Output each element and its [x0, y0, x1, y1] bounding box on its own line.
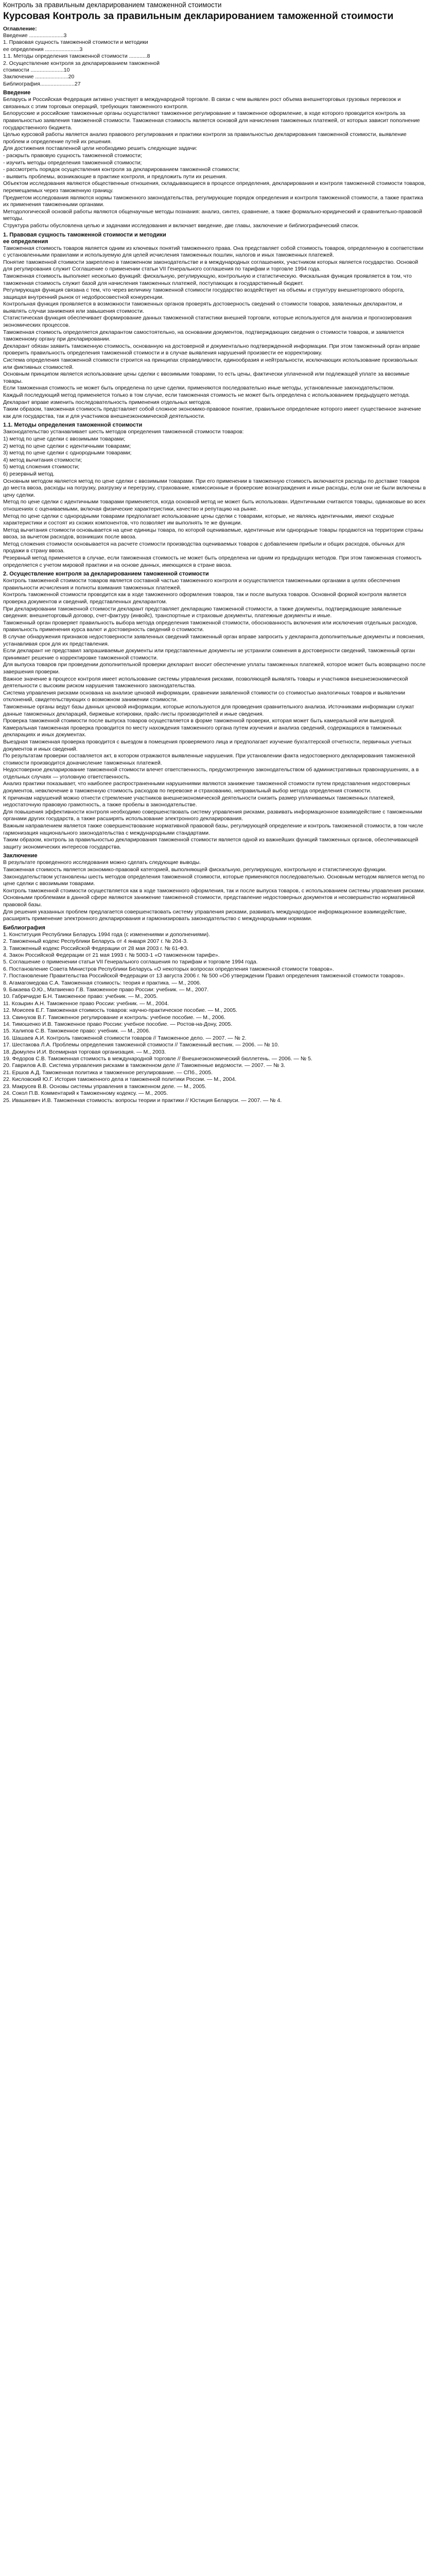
document-page [0, 0, 430, 1104]
intro-paragraph: Белорусские и российские таможенные органы осуществляют таможенное регулирование и таможенное оформление, в ходе которого проводится контроль за правильностью заявления таможенной стоимости. Таможенная стоимость является основой для начисления таможенных платежей, от которых зависит пополнение государственного бюджета. [3, 110, 420, 131]
biblio-paragraph: 7. Постановление Правительства Российской Федерации от 13 августа 2006 г. № 500 «Об утверждении Правил определения таможенной стоимости товаров». [3, 973, 405, 979]
section11-paragraph: 5) метод сложения стоимости; [3, 464, 80, 470]
biblio-paragraph: 22. Кисловский Ю.Г. История таможенного дела и таможенной политики России. — М., 2004. [3, 1076, 237, 1083]
section11-paragraph: 1) метод по цене сделки с ввозимыми товарами; [3, 435, 126, 442]
biblio-paragraph: 25. Ивашкевич И.В. Таможенная стоимость: вопросы теории и практики // Юстиция Беларуси. — 2007. — № 4. [3, 1097, 282, 1104]
chapter1-paragraph: Регулирующая функция связана с тем, что через величину таможенной стоимости государство воздействует на объемы и структуру внешнеторгового оборота, защищая внутренний рынок от недобросовестной конкуренции. [3, 287, 405, 300]
chapter1-paragraph: Каждый последующий метод применяется только в том случае, если таможенная стоимость не может быть определена с использованием предыдущего метода. Декларант вправе изменить последовательность применения отдельных методов. [3, 392, 410, 405]
biblio-paragraph: 14. Тимошенко И.В. Таможенное право России: учебное пособие. — Ростов-на-Дону, 2005. [3, 1021, 233, 1028]
chapter1-paragraph: Понятие таможенной стоимости закреплено в таможенном законодательстве и в международных соглашениях, участником которых является государство. Основой для регулирования служит Соглашение о применении статьи VII Генерального соглашения по тарифам и торговле 1994 года. [3, 259, 418, 273]
biblio-paragraph: 16. Шашаев А.И. Контроль таможенной стоимости товаров // Таможенное дело. — 2007. — № 2. [3, 1035, 247, 1041]
toc-item[interactable]: Введение .......................3 [3, 32, 67, 39]
biblio-paragraph: 23. Макрусев В.В. Основы системы управления в таможенном деле. — М., 2005. [3, 1083, 206, 1090]
intro-heading: Введение [3, 90, 31, 96]
toc-item[interactable]: Библиография.......................27 [3, 80, 81, 87]
toc-item[interactable]: 1.1. Методы определения таможенной стоимости ............8 [3, 53, 150, 60]
chapter2-paragraph: Контроль таможенной стоимости проводится как в ходе таможенного оформления товаров, так и после выпуска товаров. Основной формой контроля является проверка документов и сведений, представленных декларантом. [3, 591, 407, 605]
biblio-paragraph: 10. Габричидзе Б.Н. Таможенное право: учебник. — М., 2005. [3, 993, 158, 1000]
chapter2-paragraph: Таможенные органы ведут базы данных ценовой информации, которые используются для проведения сравнительного анализа. Источниками информации служат данные таможенных деклараций, биржевые котировки, прайс-листы производителей и иные сведения. [3, 703, 414, 717]
section11-paragraph: Законодательство устанавливает шесть методов определения таможенной стоимости товаров: [3, 429, 244, 435]
biblio-paragraph: 18. Дюмулен И.И. Всемирная торговая организация. — М., 2003. [3, 1048, 166, 1055]
conclusion-heading: Заключение [3, 853, 38, 859]
chapter2-paragraph: Недостоверное декларирование таможенной стоимости влечет ответственность, предусмотренную законодательством об административных правонарушениях, а в отдельных случаях — уголовную ответственность. [3, 767, 419, 780]
biblio-paragraph: 3. Таможенный кодекс Российской Федерации от 28 мая 2003 г. № 61-ФЗ. [3, 945, 189, 952]
chapter1-paragraph: Статистическая функция обеспечивает формирование данных таможенной статистики внешней торговли, которые используются для анализа и прогнозирования экономических процессов. [3, 315, 412, 329]
intro-paragraph: Объектом исследования являются общественные отношения, складывающиеся в процессе определения, декларирования и контроля таможенной стоимости товаров, перемещаемых через таможенную границу. [3, 180, 426, 194]
conclusion-paragraph: Для решения указанных проблем предлагается совершенствовать систему управления рисками, развивать международное информационное взаимодействие, расширять применение электронного декларирования и гармонизировать законодательство с международными нормами. [3, 908, 407, 922]
biblio-paragraph: 9. Бакаева О.Ю., Матвиенко Г.В. Таможенное право России: учебник. — М., 2007. [3, 987, 209, 993]
intro-paragraph: - изучить методы определения таможенной стоимости; [3, 159, 142, 166]
section11-section [3, 429, 427, 569]
chapter2-paragraph: Проверка таможенной стоимости после выпуска товаров осуществляется в форме таможенной проверки, которая может быть камеральной или выездной. [3, 718, 395, 724]
chapter1-paragraph: Декларант обязан заявить таможенную стоимость, основанную на достоверной и документально подтвержденной информации. При этом таможенный орган вправе проверить правильность определения таможенной стоимости и в случае выявления нарушений произвести ее корректировку. [3, 343, 420, 357]
toc-item[interactable]: ее определения .......................3 [3, 46, 83, 53]
section11-paragraph: Резервный метод применяется в случае, если таможенная стоимость не может быть определена ни одним из предыдущих методов. При этом таможенная стоимость определяется с учетом мировой практики и на основе данных, имеющихся в стране ввоза. [3, 555, 422, 568]
chapter2-heading: 2. Осуществление контроля за декларированием таможенной стоимости [3, 571, 209, 578]
biblio-paragraph: 12. Моисеев Е.Г. Таможенная стоимость товаров: научно-практическое пособие. — М., 2005. [3, 1007, 237, 1014]
chapter1-paragraph: Контрольная функция проявляется в возможности таможенных органов проверять достоверность сведений о стоимости товаров, заявленных декларантом, и выявлять случаи занижения или завышения стоимости. [3, 301, 403, 314]
chapter2-paragraph: При декларировании таможенной стоимости декларант представляет декларацию таможенной стоимости, а также документы, подтверждающие заявленные сведения: внешнеторговый договор, счет-фактуру (инвойс), транспортные и страховые документы, платежные документы и иные. [3, 605, 402, 619]
conclusion-paragraph: Законодательством установлены шесть методов определения таможенной стоимости, которые применяются последовательно. Основным методом является метод по цене сделки с ввозимыми товарами. [3, 873, 425, 887]
chapter2-paragraph: Таким образом, контроль за правильностью декларирования таможенной стоимости является одной из важнейших функций таможенных органов, обеспечивающей защиту экономических интересов государства. [3, 837, 418, 850]
table-of-contents [3, 26, 427, 88]
chapter2-paragraph: Для выпуска товаров при проведении дополнительной проверки декларант вносит обеспечение уплаты таможенных платежей, которое может быть возвращено после завершения проверки. [3, 662, 426, 675]
intro-paragraph: Предметом исследования являются нормы таможенного законодательства, регулирующие порядок определения и контроля таможенной стоимости, а также практика их применения таможенными органами. [3, 194, 423, 208]
chapter2-paragraph: Если декларант не представил запрашиваемые документы или представленные документы не устранили сомнения в достоверности сведений, таможенный орган принимает решение о корректировке таможенной стоимости. [3, 648, 415, 661]
intro-paragraph: Структура работы обусловлена целью и задачами исследования и включает введение, две главы, заключение и библиографический список. [3, 222, 359, 229]
document-heading: Курсовая Контроль за правильным декларированием таможенной стоимости [3, 10, 394, 22]
chapter2-paragraph: Контроль таможенной стоимости товаров является составной частью таможенного контроля и осуществляется таможенными органами в целях обеспечения правильности исчисления и полноты взимания таможенных платежей. [3, 578, 400, 591]
conclusion-paragraph: Таможенная стоимость является экономико-правовой категорией, выполняющей фискальную, регулирующую, контрольную и статистическую функции. [3, 867, 387, 873]
toc-item[interactable]: стоимости ......................10 [3, 67, 70, 74]
chapter1-paragraph: Основным принципом является использование цены сделки с ввозимыми товарами, то есть цены, фактически уплаченной или подлежащей уплате за ввозимые товары. [3, 371, 410, 384]
chapter2-paragraph: Для повышения эффективности контроля необходимо совершенствовать систему управления рисками, развивать информационное взаимодействие с таможенными органами других государств, а также расширять использование электронного декларирования. [3, 808, 422, 822]
toc-title: Оглавление: [3, 26, 37, 32]
biblio-paragraph: 5. Соглашение о применении статьи VII Генерального соглашения по тарифам и торговле 1994 года. [3, 959, 258, 965]
biblio-paragraph: 11. Козырин А.Н. Таможенное право России: учебник. — М., 2004. [3, 1000, 169, 1007]
chapter2-paragraph: Камеральная таможенная проверка проводится по месту нахождения таможенного органа путем изучения и анализа сведений, содержащихся в таможенных декларациях и иных документах. [3, 724, 402, 738]
bibliography-section [3, 931, 427, 1104]
intro-paragraph: - рассмотреть порядок осуществления контроля за декларированием таможенной стоимости; [3, 166, 240, 173]
chapter2-paragraph: К причинам нарушений можно отнести стремление участников внешнеэкономической деятельности снизить размер уплачиваемых таможенных платежей, недостаточную правовую грамотность, а также пробелы в законодательстве. [3, 794, 395, 808]
chapter1-paragraph: Таким образом, таможенная стоимость представляет собой сложное экономико-правовое понятие, правильное определение которого имеет существенное значение как для государства, так и для участников внешнеэкономической деятельности. [3, 406, 421, 419]
intro-paragraph: Для достижения поставленной цели необходимо решить следующие задачи: [3, 145, 198, 152]
section11-paragraph: 3) метод по цене сделки с однородными товарами; [3, 450, 132, 456]
chapter2-paragraph: Анализ практики показывает, что наиболее распространенными нарушениями являются занижение таможенной стоимости путем представления недостоверных документов, невключение в таможенную стоимость расходов по перевозке и страхованию, неправильный выбор метода определения стоимости. [3, 781, 410, 794]
biblio-paragraph: 4. Закон Российской Федерации от 21 мая 1993 г. № 5003-1 «О таможенном тарифе». [3, 952, 220, 958]
intro-paragraph: Методологической основой работы являются общенаучные методы познания: анализ, синтез, сравнение, а также формально-юридический и сравнительно-правовой методы. [3, 208, 422, 222]
chapter1-subheading: ее определения [3, 238, 48, 245]
section11-paragraph: Метод по цене сделки с идентичными товарами применяется, когда основной метод не может быть использован. Идентичными считаются товары, одинаковые во всех отношениях с оцениваемыми, включая физические характеристики, качество и репутацию на рынке. [3, 499, 426, 512]
toc-item[interactable]: 1. Правовая сущность таможенной стоимости и методики [3, 39, 148, 46]
chapter2-paragraph: Выездная таможенная проверка проводится с выездом в помещения проверяемого лица и предполагает изучение бухгалтерской отчетности, первичных учетных документов и иных сведений. [3, 738, 412, 752]
intro-paragraph: Беларусь и Российская Федерация активно участвует в международной торговле. В связи с чем выявлен рост объема внешнеторговых грузовых перевозок и связанных с этим торговых операций, требующих таможенного контроля. [3, 96, 401, 110]
section11-paragraph: 4) метод вычитания стоимости; [3, 456, 82, 463]
chapter2-paragraph: Важным направлением является также совершенствование нормативной правовой базы, регулирующей определение и контроль таможенной стоимости, в том числе гармонизация национального законодательства с международными стандартами. [3, 823, 424, 836]
biblio-paragraph: 2. Таможенный кодекс Республики Беларусь от 4 января 2007 г. № 204-З. [3, 938, 188, 945]
biblio-paragraph: 20. Гаврилов А.В. Система управления рисками в таможенном деле // Таможенные ведомости. — 2007. — № 3. [3, 1062, 286, 1069]
intro-paragraph: - раскрыть правовую сущность таможенной стоимости; [3, 152, 142, 159]
toc-item[interactable]: 2. Осуществление контроля за декларированием таможенной [3, 60, 160, 66]
biblio-paragraph: 8. Агамагомедова С.А. Таможенная стоимость: теория и практика. — М., 2006. [3, 979, 201, 986]
intro-paragraph: - выявить проблемы, возникающие в практике контроля, и предложить пути их решения. [3, 173, 227, 180]
chapter2-paragraph: Таможенный орган проверяет правильность выбора метода определения таможенной стоимости, обоснованность включения или исключения отдельных расходов, правильность применения курса валют и достоверность сведений о стоимости. [3, 619, 417, 633]
document-top-title: Контроль за правильным декларированием таможенной стоимости [3, 1, 222, 9]
chapter1-paragraph: Таможенная стоимость выполняет несколько функций: фискальную, регулирующую, контрольную и статистическую. Фискальная функция проявляется в том, что таможенная стоимость служит базой для начисления таможенных платежей, поступающих в государственный бюджет. [3, 273, 412, 286]
section11-paragraph: Метод по цене сделки с однородными товарами предполагает использование цены сделки с товарами, которые, не являясь идентичными, имеют сходные характеристики и состоят из схожих компонентов, что позволяет им выполнять те же функции. [3, 513, 394, 527]
intro-section [3, 96, 427, 229]
biblio-paragraph: 15. Халипов С.В. Таможенное право: учебник. — М., 2006. [3, 1028, 150, 1035]
biblio-paragraph: 21. Ершов А.Д. Таможенная политика и таможенное регулирование. — СПб., 2005. [3, 1069, 213, 1076]
section11-paragraph: 6) резервный метод. [3, 470, 55, 477]
bibliography-heading: Библиография [3, 924, 45, 931]
chapter2-section [3, 578, 427, 851]
section11-paragraph: Метод вычитания стоимости основывается на цене единицы товара, по которой оцениваемые, идентичные или однородные товары продаются на территории страны ввоза, за вычетом расходов, возникших после ввоза. [3, 527, 424, 540]
chapter1-paragraph: Система определения таможенной стоимости строится на принципах справедливости, единообразия и нейтральности, исключающих использование произвольных или фиктивных стоимостей. [3, 357, 418, 370]
chapter2-paragraph: В случае обнаружения признаков недостоверности заявленных сведений таможенный орган вправе запросить у декларанта дополнительные документы и пояснения, устанавливая срок для их представления. [3, 634, 425, 647]
conclusion-section [3, 859, 427, 922]
section11-paragraph: Метод сложения стоимости основывается на расчете стоимости производства оцениваемых товаров с добавлением прибыли и общих расходов, обычных для продажи в страну ввоза. [3, 540, 405, 554]
chapter1-paragraph: Таможенная стоимость товаров является одним из ключевых понятий таможенного права. Она представляет собой стоимость товаров, определенную в соответствии с установленными правилами и используемую для целей исчисления таможенных пошлин, налогов и иных таможенных платежей. [3, 245, 424, 259]
conclusion-paragraph: В результате проведенного исследования можно сделать следующие выводы. [3, 859, 201, 866]
biblio-paragraph: 24. Сокол П.В. Комментарий к Таможенному кодексу. — М., 2005. [3, 1090, 168, 1097]
chapter2-paragraph: Система управления рисками основана на анализе ценовой информации, сравнении заявленной стоимости со стоимостью аналогичных товаров и выявлении отклонений, свидетельствующих о возможном занижении стоимости. [3, 689, 405, 703]
section11-paragraph: 2) метод по цене сделки с идентичными товарами; [3, 443, 131, 449]
biblio-paragraph: 13. Свинухов В.Г. Таможенное регулирование и контроль: учебное пособие. — М., 2006. [3, 1014, 226, 1021]
conclusion-paragraph: Основными проблемами в данной сфере являются занижение таможенной стоимости, представление недостоверных документов и несовершенство нормативной правовой базы. [3, 894, 415, 908]
toc-item[interactable]: Заключение ......................20 [3, 74, 75, 80]
intro-paragraph: Целью курсовой работы является анализ правового регулирования и практики контроля за правильностью декларирования таможенной стоимости, выявление проблем и определение путей их решения. [3, 131, 407, 145]
chapter2-paragraph: По результатам проверки составляется акт, в котором отражаются выявленные нарушения. При установлении факта недостоверного декларирования таможенной стоимости производится доначисление таможенных платежей. [3, 753, 415, 766]
section11-heading: 1.1. Методы определения таможенной стоимости [3, 422, 143, 429]
chapter1-heading: 1. Правовая сущность таможенной стоимости и методики [3, 231, 166, 238]
biblio-paragraph: 19. Федоров С.В. Таможенная стоимость в международной торговле // Внешнеэкономический бюллетень. — 2006. — № 5. [3, 1056, 312, 1062]
chapter1-section [3, 245, 427, 420]
section11-paragraph: Основным методом является метод по цене сделки с ввозимыми товарами. При его применении в таможенную стоимость включаются расходы по доставке товаров до места ввоза, расходы на погрузку, разгрузку и перегрузку, страхование, комиссионные и брокерские вознаграждения и иные расходы, если они не были включены в цену сделки. [3, 478, 426, 498]
conclusion-paragraph: Контроль таможенной стоимости осуществляется как в ходе таможенного оформления, так и после выпуска товаров, с использованием системы управления рисками. [3, 887, 425, 894]
biblio-paragraph: 1. Конституция Республики Беларусь 1994 года (с изменениями и дополнениями). [3, 931, 210, 938]
biblio-paragraph: 17. Шестакова Л.А. Проблемы определения таможенной стоимости // Таможенный вестник. — 2006. — № 10. [3, 1042, 280, 1048]
chapter1-paragraph: Если таможенная стоимость не может быть определена по цене сделки, применяются последовательно иные методы, установленные законодательством. [3, 385, 395, 392]
biblio-paragraph: 6. Постановление Совета Министров Республики Беларусь «О некоторых вопросах определения таможенной стоимости товаров». [3, 965, 334, 972]
chapter1-paragraph: Таможенная стоимость определяется декларантом самостоятельно, на основании документов, подтверждающих сведения о стоимости товаров, и заявляется таможенному органу при декларировании. [3, 329, 404, 343]
chapter2-paragraph: Важное значение в процессе контроля имеет использование системы управления рисками, позволяющей выявлять товары и участников внешнеэкономической деятельности с высоким риском нарушения таможенного законодательства. [3, 675, 408, 689]
